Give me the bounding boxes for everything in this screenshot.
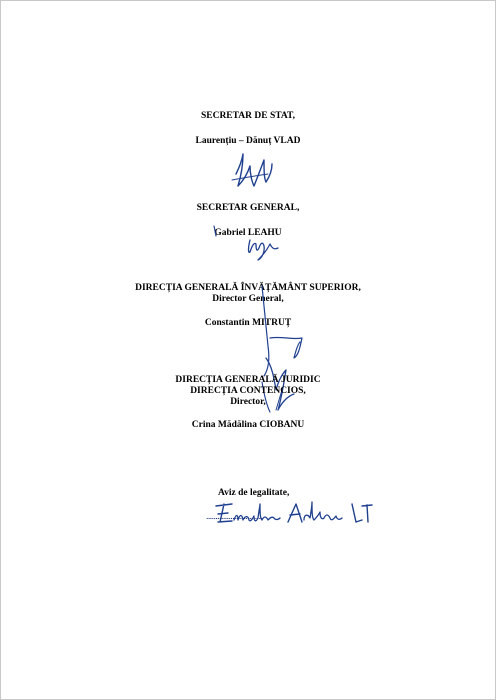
dgis-role: Director General, [212, 294, 284, 304]
secretar-stat-title: SECRETAR DE STAT, [200, 111, 296, 121]
secretar-general-name: Gabriel LEAHU [214, 228, 282, 238]
secretar-stat-name: Laurențiu – Dănuț VLAD [195, 136, 301, 146]
juridic-role: Director, [230, 397, 266, 407]
aviz-label: Aviz de legalitate, [218, 488, 290, 498]
signature-vlad [228, 146, 278, 192]
signature-leahu [212, 222, 282, 262]
aviz-dotted-line: .............................. [206, 512, 263, 522]
juridic-title-2: DIRECȚIA CONTENCIOS, [190, 386, 306, 396]
juridic-title-1: DIRECȚIA GENERALĂ JURIDIC [175, 375, 321, 385]
signature-aviz-handwritten [212, 498, 384, 528]
secretar-general-title: SECRETAR GENERAL, [196, 203, 300, 213]
dgis-name: Constantin MITRUȚ [204, 318, 292, 328]
dgis-title: DIRECȚIA GENERALĂ ÎNVĂȚĂMÂNT SUPERIOR, [135, 283, 361, 293]
juridic-name: Crina Mădălina CIOBANU [191, 420, 305, 430]
